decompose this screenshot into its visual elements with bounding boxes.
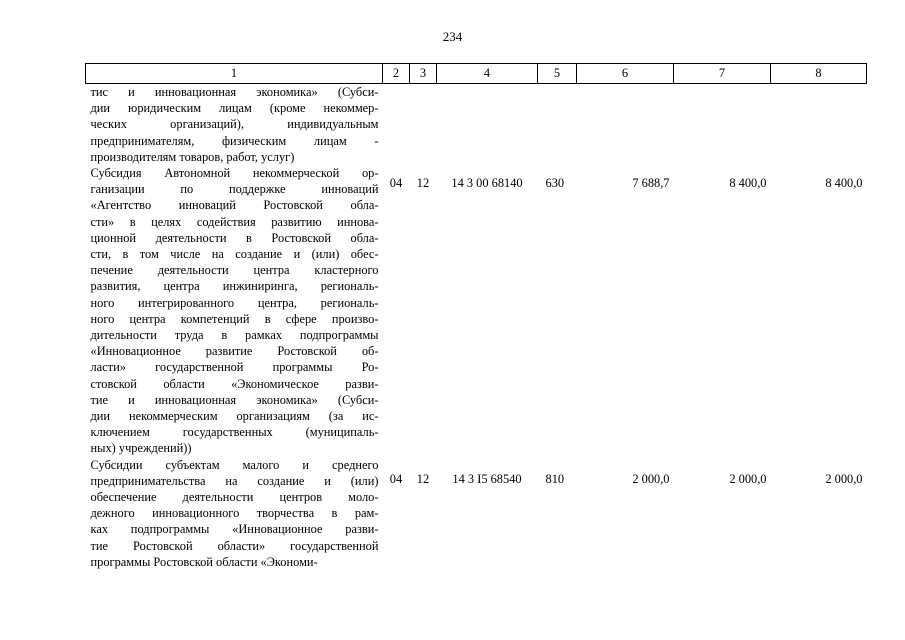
header-col-2: 2 (383, 64, 410, 84)
budget-table (85, 63, 867, 570)
row-description (86, 84, 383, 166)
row-section: 04 (389, 176, 403, 191)
description-line: ного центра компетенций в сфере произво- (90, 311, 379, 326)
description-line: стовской области «Экономическое разви- (90, 376, 379, 391)
row-expense-type: 630 (545, 176, 565, 191)
description-line: тис и инновационная экономика» (Субси- (90, 85, 379, 99)
description-line: тие и инновационная экономика» (Субси- (90, 392, 379, 407)
row-section (383, 84, 410, 166)
row-target-article (437, 84, 538, 166)
table-row (86, 457, 867, 570)
description-line: сти, в том числе на создание и (или) обес- (90, 247, 379, 262)
row-section: 04 (389, 471, 403, 486)
row-target-article: 14 3 00 68140 (451, 176, 523, 191)
row-amount-year-1 (577, 84, 674, 166)
table-row (86, 84, 867, 166)
description-line: «Агентство инноваций Ростовской обла- (90, 198, 379, 213)
row-description (86, 165, 383, 457)
description-line: «Инновационное развитие Ростовской об- (90, 344, 379, 359)
description-line: дительности труда в рамках подпрограммы (90, 328, 379, 343)
header-col-3: 3 (410, 64, 437, 84)
description-line: обеспечение деятельности центров моло- (90, 490, 379, 505)
row-subsection (410, 84, 437, 166)
header-row (86, 64, 867, 84)
description-line: производителям товаров, работ, услуг) (90, 149, 295, 164)
description-line: Субсидии субъектам малого и среднего (90, 457, 379, 472)
description-line: дии юридическим лицам (кроме некоммер- (90, 101, 379, 116)
row-amount-year-3: 2 000,0 (825, 471, 863, 486)
row-amount-year-2: 8 400,0 (729, 176, 767, 191)
description-line: дежного инновационного творчества в рам- (90, 506, 379, 521)
row-amount-year-1: 2 000,0 (632, 471, 670, 486)
header-col-1: 1 (86, 64, 383, 84)
description-line: печение деятельности центра кластерного (90, 263, 379, 278)
description-line: программы Ростовской области «Экономи- (90, 554, 318, 569)
description-line: ласти» государственной программы Ро- (90, 360, 379, 375)
description-line: ганизации по поддержке инноваций (90, 182, 379, 197)
header-col-6: 6 (577, 64, 674, 84)
header-col-5: 5 (538, 64, 577, 84)
description-line: ческих организаций), индивидуальным (90, 117, 379, 132)
description-line: ключением государственных (муниципаль- (90, 425, 379, 440)
description-line: ках подпрограммы «Инновационное разви- (90, 522, 379, 537)
description-line: ционной деятельности в Ростовской обла- (90, 230, 379, 245)
row-amount-year-2: 2 000,0 (729, 471, 767, 486)
description-line: ных) учреждений)) (90, 441, 192, 456)
row-expense-type: 810 (545, 471, 565, 486)
header-col-7: 7 (674, 64, 771, 84)
table-row (86, 165, 867, 457)
row-amount-year-3: 8 400,0 (825, 176, 863, 191)
row-subsection: 12 (416, 176, 430, 191)
description-line: ного интегрированного центра, региональ- (90, 295, 379, 310)
description-line: развития, центра инжиниринга, региональ- (90, 279, 379, 294)
description-line: предпринимателям, физическим лицам - (90, 133, 379, 148)
row-amount-year-1: 7 688,7 (632, 176, 670, 191)
description-line: сти» в целях содействия развитию иннова- (90, 214, 379, 229)
row-amount-year-2 (674, 84, 771, 166)
row-amount-year-3 (771, 84, 867, 166)
row-expense-type (538, 84, 577, 166)
page-number: 234 (442, 29, 463, 44)
row-subsection: 12 (416, 471, 430, 486)
description-line: предпринимательства на создание и (или) (90, 473, 379, 488)
header-col-4: 4 (437, 64, 538, 84)
row-description (86, 457, 383, 570)
description-line: дии некоммерческим организациям (за ис- (90, 409, 379, 424)
description-line: тие Ростовской области» государственной (90, 538, 379, 553)
header-col-8: 8 (771, 64, 867, 84)
row-target-article: 14 3 I5 68540 (452, 471, 522, 486)
description-line: Субсидия Автономной некоммерческой ор- (90, 166, 379, 181)
